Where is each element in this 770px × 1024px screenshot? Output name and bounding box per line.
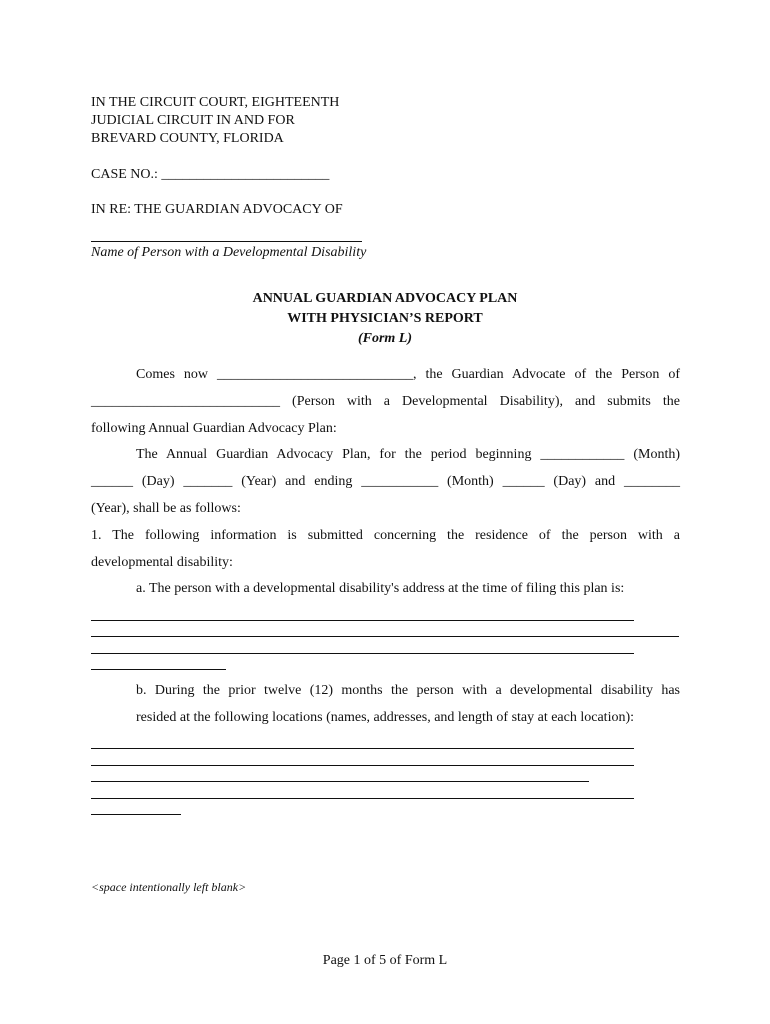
name-signature-line[interactable] [91, 241, 362, 242]
item-b-row2: resided at the following locations (names, addresses, and length of stay at each location): [136, 710, 635, 725]
address-line-3[interactable] [91, 653, 634, 654]
blank-note [91, 878, 680, 896]
item-b-row1: b. During the prior twelve (12) months the person with a developmental disability has [136, 683, 680, 698]
period-row3: (Year), shall be as follows: [91, 501, 241, 516]
locations-line-5[interactable] [91, 814, 181, 815]
court-caption-line2: JUDICIAL CIRCUIT IN AND FOR [91, 113, 295, 128]
court-caption-line1: IN THE CIRCUIT COURT, EIGHTEENTH [91, 95, 340, 110]
period-row2: ______ (Day) _______ (Year) and ending ___________ (Month) ______ (Day) and ________ [91, 474, 680, 489]
period-row1: The Annual Guardian Advocacy Plan, for the period beginning ____________ (Month) [136, 447, 680, 462]
locations-line-1[interactable] [91, 748, 634, 749]
locations-line-3[interactable] [91, 781, 589, 782]
page-number: Page 1 of 5 of Form L [322, 953, 448, 968]
court-caption [91, 94, 680, 148]
item-a-text: a. The person with a developmental disability's address at the time of filing this plan is: [136, 581, 625, 596]
item-1 [91, 522, 680, 576]
intro-paragraph [91, 361, 680, 442]
address-line-1[interactable] [91, 620, 634, 621]
locations-line-4[interactable] [91, 798, 634, 799]
in-re [91, 201, 680, 219]
period-paragraph [91, 441, 680, 522]
locations-line-2[interactable] [91, 765, 634, 766]
item-1-row2: developmental disability: [91, 555, 233, 570]
address-line-2[interactable] [91, 636, 679, 637]
title-line3: (Form L) [357, 331, 413, 346]
in-re-text: IN RE: THE GUARDIAN ADVOCACY OF [91, 202, 343, 217]
form-title [0, 289, 770, 349]
name-caption-text: Name of Person with a Developmental Disability [91, 245, 367, 260]
item-a [136, 575, 680, 602]
item-1-row1: 1. The following information is submitted concerning the residence of the person with a [91, 528, 680, 543]
page-footer [0, 952, 770, 970]
case-number [91, 166, 680, 184]
address-line-4[interactable] [91, 669, 226, 670]
case-number-label[interactable]: CASE NO.: ________________________ [91, 167, 330, 182]
title-line2: WITH PHYSICIAN’S REPORT [287, 311, 483, 326]
item-b [136, 677, 680, 731]
blank-note-text: <space intentionally left blank> [91, 880, 247, 894]
court-caption-line3: BREVARD COUNTY, FLORIDA [91, 131, 284, 146]
title-line1: ANNUAL GUARDIAN ADVOCACY PLAN [252, 291, 518, 306]
intro-row3: following Annual Guardian Advocacy Plan: [91, 421, 337, 436]
intro-row2: ___________________________ (Person with a Developmental Disability), and submits the [91, 394, 680, 409]
intro-row1: Comes now ____________________________, the Guardian Advocate of the Person of [136, 367, 680, 382]
name-caption [91, 244, 680, 262]
